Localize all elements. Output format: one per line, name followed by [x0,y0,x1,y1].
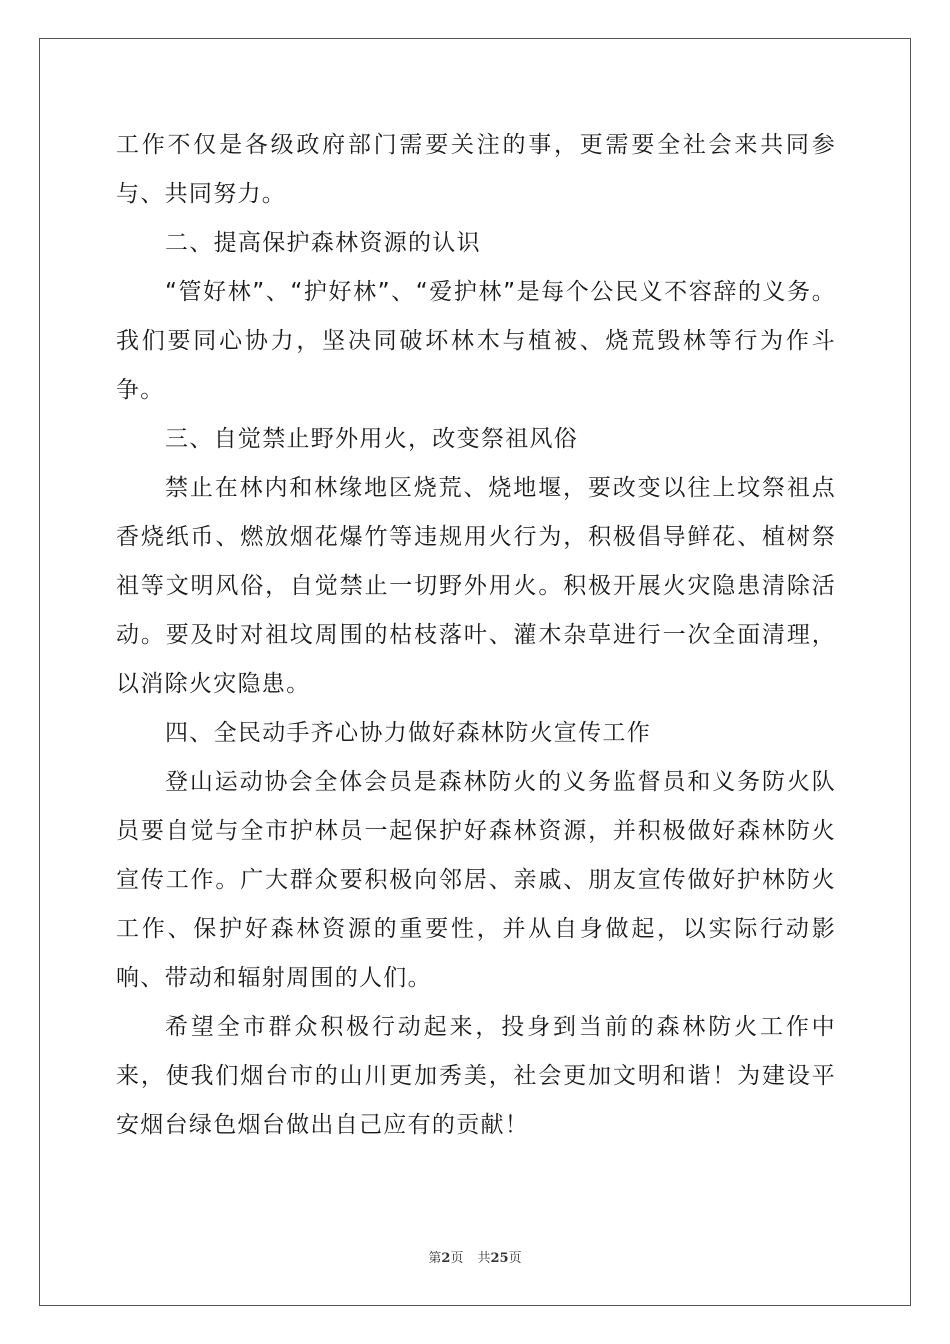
document-body [116,121,836,1150]
section-heading-4: 四、全民动手齐心协力做好森林防火宣传工作 [165,720,651,746]
paragraph-5: 禁止在林内和林缘地区烧荒、烧地堰，要改变以往上坟祭祖点香烧纸币、燃放烟花爆竹等违规用火行为，积极倡导鲜花、植树祭祖等文明风俗，自觉禁止一切野外用火。积极开展火灾隐患清除活动。要及时对祖坟周围的枯枝落叶、灌木杂草进行一次全面清理，以消除火灾隐患。 [116,475,836,697]
total-pages-indicator: 共25页 [477,1251,522,1266]
page-indicator: 第2页 [428,1251,464,1266]
paragraph-1: 工作不仅是各级政府部门需要关注的事，更需要全社会来共同参与、共同努力。 [116,132,836,207]
page-number: 2 [441,1251,451,1266]
paragraph-8: 希望全市群众积极行动起来，投身到当前的森林防火工作中来，使我们烟台市的山川更加秀美，社会更加文明和谐！为建设平安烟台绿色烟台做出自己应有的贡献！ [116,1014,836,1138]
section-heading-3: 三、自觉禁止野外用火，改变祭祖风俗 [165,426,579,452]
paragraph-7: 登山运动协会全体会员是森林防火的义务监督员和义务防火队员要自觉与全市护林员一起保护好森林资源，并积极做好森林防火宣传工作。广大群众要积极向邻居、亲戚、朋友宣传做好护林防火工作、保护好森林资源的重要性，并从自身做起，以实际行动影响、带动和辐射周围的人们。 [116,769,836,991]
paragraph-3: “管好林”、“护好林”、“爱护林”是每个公民义不容辞的义务。我们要同心协力，坚决同破坏林木与植被、烧荒毁林等行为作斗争。 [116,279,836,403]
total-pages: 25 [490,1251,509,1266]
page-footer [0,1247,950,1266]
section-heading-2: 二、提高保护森林资源的认识 [165,230,481,256]
